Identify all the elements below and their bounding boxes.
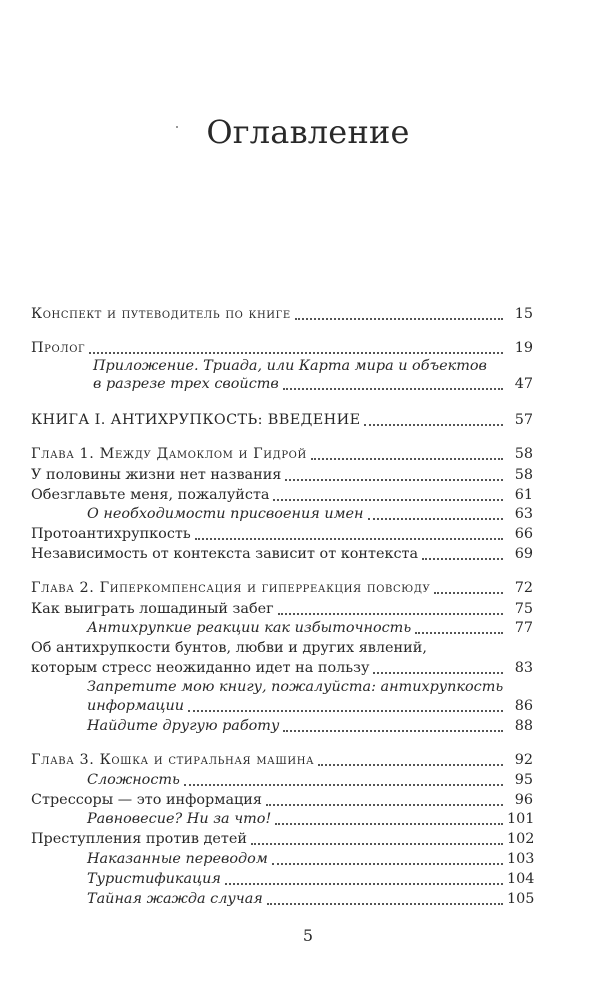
toc-entry[interactable] <box>31 806 533 828</box>
toc-entry-text: Сложность <box>87 772 180 788</box>
toc-entry-text: У половины жизни нет названия <box>31 467 282 483</box>
toc-entry-line2[interactable] <box>31 693 533 715</box>
toc-entry[interactable] <box>31 521 533 543</box>
toc-entry[interactable] <box>31 767 533 789</box>
toc-leader-dots <box>188 710 503 712</box>
toc-entry[interactable] <box>31 866 533 888</box>
toc-entry-text: информации <box>87 698 184 714</box>
toc-leader-dots <box>272 863 503 865</box>
toc-entry[interactable] <box>31 501 533 523</box>
toc-leader-dots <box>251 843 503 845</box>
toc-entry-page: 66 <box>514 526 533 542</box>
toc-entry-chapter-1[interactable] <box>31 441 533 463</box>
toc-entry-page: 58 <box>514 467 533 483</box>
toc-entry-text: Наказанные переводом <box>87 851 268 867</box>
toc-entry-text: Независимость от контекста зависит от контекста <box>31 546 419 562</box>
toc-entry-page: 72 <box>514 580 533 596</box>
toc-entry-text: Найдите другую работу <box>87 718 280 734</box>
toc-leader-dots <box>283 388 503 390</box>
toc-entry[interactable] <box>31 826 533 848</box>
toc-entry-page: 96 <box>514 792 533 808</box>
toc-leader-dots <box>267 903 503 905</box>
toc-entry-chapter-2[interactable] <box>31 575 533 597</box>
toc-leader-dots <box>285 479 503 481</box>
toc-entry-chapter-3[interactable] <box>31 747 533 769</box>
toc-entry-summary[interactable] <box>31 301 533 323</box>
toc-entry-text: Приложение. Триада, или Карта мира и объектов <box>93 358 487 374</box>
toc-entry-page: 102 <box>507 831 535 847</box>
toc-leader-dots <box>195 538 503 540</box>
toc-entry[interactable] <box>31 462 533 484</box>
toc-entry-text: Глава 1. Между Дамоклом и Гидрой <box>31 446 307 462</box>
toc-entry-page: 104 <box>507 871 535 887</box>
toc-leader-dots <box>422 558 503 560</box>
toc-entry-text: Стрессоры — это информация <box>31 792 262 808</box>
toc-entry[interactable] <box>31 541 533 563</box>
toc-entry-page: 47 <box>514 376 533 392</box>
page-number: 5 <box>302 926 314 945</box>
toc-entry-page: 19 <box>514 340 533 356</box>
toc-entry-text: которым стресс неожиданно идет на пользу <box>31 660 370 676</box>
toc-leader-dots <box>225 883 503 885</box>
toc-entry-text: Равновесие? Ни за что! <box>87 811 272 827</box>
toc-entry[interactable] <box>31 886 533 908</box>
toc-entry-page: 83 <box>514 660 533 676</box>
toc-entry-line1[interactable] <box>31 635 533 657</box>
toc-entry-page: 77 <box>514 620 533 636</box>
toc-leader-dots <box>318 764 503 766</box>
toc-entry-page: 15 <box>514 306 533 322</box>
toc-entry[interactable] <box>31 615 533 637</box>
page-title: Оглавление <box>206 113 410 151</box>
toc-leader-dots <box>368 518 503 520</box>
toc-entry-page: 92 <box>514 752 533 768</box>
toc-entry-text: Антихрупкие реакции как избыточность <box>87 620 412 636</box>
toc-entry[interactable] <box>31 846 533 868</box>
toc-entry-text: Тайная жажда случая <box>87 891 263 907</box>
toc-entry-page: 57 <box>514 412 533 428</box>
toc-entry-appendix-line2[interactable] <box>31 371 533 393</box>
toc-entry-text: Протоантихрупкость <box>31 526 191 542</box>
table-of-contents <box>31 0 533 1000</box>
toc-entry-page: 88 <box>514 718 533 734</box>
toc-leader-dots <box>184 784 503 786</box>
toc-entry-text: Конспект и путеводитель по книге <box>31 306 291 322</box>
toc-entry-text: Глава 2. Гиперкомпенсация и гиперреакция повсюду <box>31 580 431 596</box>
toc-entry[interactable] <box>31 713 533 735</box>
toc-leader-dots <box>415 632 503 634</box>
toc-entry-text: КНИГА I. АНТИХРУПКОСТЬ: ВВЕДЕНИЕ <box>31 412 361 428</box>
toc-entry-page: 58 <box>514 446 533 462</box>
toc-leader-dots <box>311 458 503 460</box>
toc-entry-text: Пролог <box>31 340 86 356</box>
toc-entry-page: 61 <box>514 487 533 503</box>
toc-leader-dots <box>295 318 503 320</box>
toc-entry-page: 103 <box>507 851 535 867</box>
toc-entry-page: 63 <box>514 506 533 522</box>
toc-entry-page: 101 <box>507 811 535 827</box>
toc-entry-page: 95 <box>514 772 533 788</box>
toc-entry-text: Запретите мою книгу, пожалуйста: антихрупкость <box>87 679 504 695</box>
toc-entry-text: Туристификация <box>87 871 221 887</box>
toc-entry-text: Глава 3. Кошка и стиральная машина <box>31 752 315 768</box>
toc-leader-dots <box>364 424 503 426</box>
toc-entry-page: 69 <box>514 546 533 562</box>
toc-entry-text: Обезглавьте меня, пожалуйста <box>31 487 270 503</box>
toc-entry-text: в разрезе трех свойств <box>93 376 279 392</box>
toc-entry-page: 75 <box>514 601 533 617</box>
toc-entry-text: О необходимости присвоения имен <box>87 506 364 522</box>
toc-entry-book-1[interactable] <box>31 407 533 429</box>
toc-entry-text: Как выиграть лошадиный забег <box>31 601 274 617</box>
toc-leader-dots <box>275 823 503 825</box>
toc-entry-page: 105 <box>507 891 535 907</box>
toc-entry-page: 86 <box>514 698 533 714</box>
toc-leader-dots <box>434 592 503 594</box>
toc-entry-text: Преступления против детей <box>31 831 247 847</box>
toc-entry-text: Об антихрупкости бунтов, любви и других явлений, <box>31 640 427 656</box>
toc-leader-dots <box>283 730 503 732</box>
